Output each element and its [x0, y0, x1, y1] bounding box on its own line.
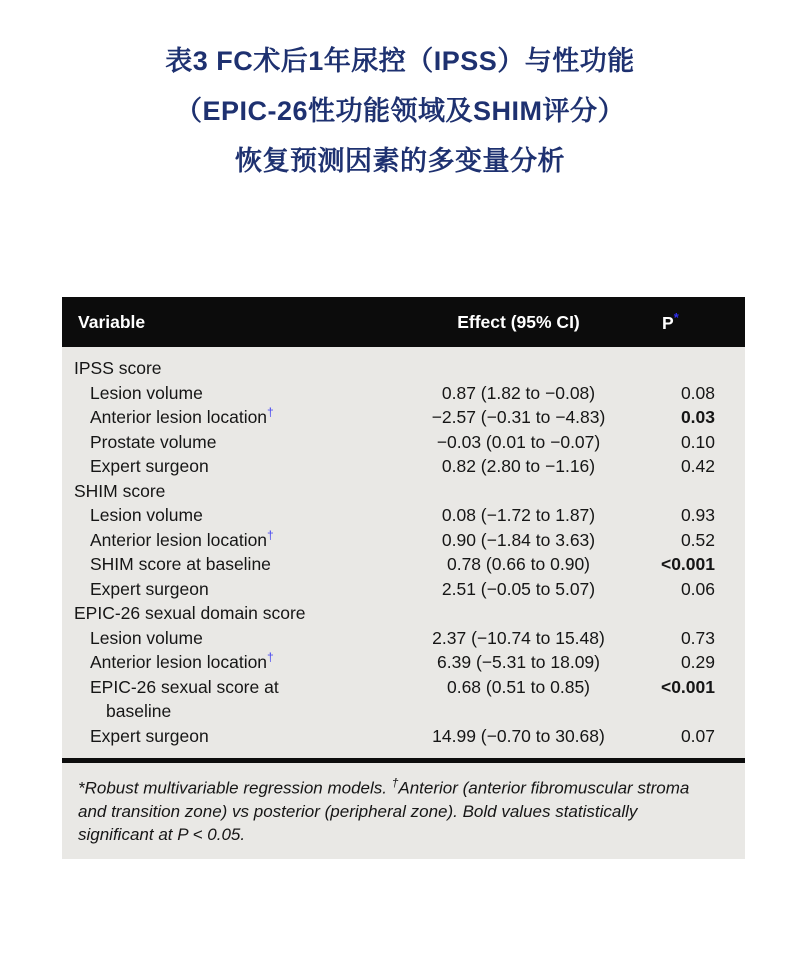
p-asterisk-marker: *: [673, 310, 679, 326]
row-variable: SHIM score at baseline: [90, 554, 271, 574]
footnote-part1: *Robust multivariable regression models.: [78, 778, 392, 798]
row-p-value: 0.73: [680, 627, 715, 648]
column-header-p: [637, 310, 745, 334]
table-row: [62, 552, 745, 577]
row-effect: −0.03 (0.01 to −0.07): [436, 431, 601, 452]
row-variable: Expert surgeon: [90, 578, 209, 599]
table-row: [62, 675, 745, 724]
row-variable: Lesion volume: [90, 505, 203, 525]
row-p-value: 0.07: [680, 725, 715, 746]
row-p-value: <0.001: [660, 554, 715, 574]
table-row: [62, 626, 745, 651]
row-variable: [62, 675, 400, 724]
table-footnote: [62, 758, 745, 859]
table-row: [62, 650, 745, 675]
results-table: [62, 297, 745, 859]
section-header-ipss: IPSS score: [74, 358, 162, 378]
row-effect: 2.37 (−10.74 to 15.48): [432, 627, 605, 648]
table-body: [62, 347, 745, 758]
row-p-value: 0.06: [680, 578, 715, 599]
table-row: [62, 503, 745, 528]
row-p-value: 0.03: [680, 407, 715, 427]
column-header-effect: Effect (95% CI): [457, 311, 580, 332]
row-p-value: 0.93: [680, 505, 715, 525]
title-line-2: （EPIC-26性功能领域及SHIM评分）: [174, 96, 626, 126]
row-effect: 14.99 (−0.70 to 30.68): [432, 725, 605, 746]
row-effect: 0.78 (0.66 to 0.90): [446, 554, 591, 574]
row-variable: Prostate volume: [90, 431, 217, 452]
table-header-row: [62, 297, 745, 347]
title-line-1: 表3 FC术后1年尿控（IPSS）与性功能: [165, 46, 635, 76]
row-effect: 0.90 (−1.84 to 3.63): [441, 529, 596, 550]
dagger-marker: †: [267, 405, 274, 420]
row-effect: −2.57 (−0.31 to −4.83): [431, 407, 606, 427]
table-row: [62, 405, 745, 430]
row-effect: 0.68 (0.51 to 0.85): [446, 676, 591, 697]
table-row: [62, 430, 745, 455]
row-variable: Lesion volume: [90, 382, 203, 403]
row-p-value: 0.42: [680, 456, 715, 476]
row-variable: Expert surgeon: [90, 725, 209, 746]
article-title: [0, 0, 800, 175]
section-header-epic26: EPIC-26 sexual domain score: [74, 603, 306, 623]
table-row: [62, 724, 745, 749]
row-p-value: 0.29: [680, 652, 715, 672]
p-label: P: [662, 312, 674, 333]
row-effect: 0.82 (2.80 to −1.16): [441, 456, 596, 476]
title-line-3: 恢复预测因素的多变量分析: [235, 146, 565, 176]
column-header-variable: Variable: [78, 311, 146, 332]
row-variable-line1: EPIC-26 sexual score at: [90, 676, 279, 697]
row-variable: Anterior lesion location†: [90, 650, 274, 672]
row-variable: Expert surgeon: [90, 456, 209, 476]
row-p-value: <0.001: [660, 676, 715, 697]
row-effect: 2.51 (−0.05 to 5.07): [441, 578, 596, 599]
dagger-marker: †: [267, 650, 274, 665]
footnote-dagger-marker: †: [391, 776, 399, 790]
table-row: [62, 528, 745, 553]
table-row: [62, 381, 745, 406]
row-effect: 6.39 (−5.31 to 18.09): [437, 652, 600, 672]
row-variable-line2: baseline: [106, 701, 172, 721]
row-variable: Anterior lesion location†: [90, 405, 274, 427]
row-p-value: 0.52: [680, 529, 715, 550]
footnote-part2: Anterior (anterior fibromuscular stroma and transition zone) vs posterior (peripheral zone). Bold values statistically significant at P < 0.05.: [78, 778, 690, 844]
row-p-value: 0.08: [680, 382, 715, 403]
row-variable: Lesion volume: [90, 627, 203, 648]
row-variable: Anterior lesion location†: [90, 527, 274, 550]
dagger-marker: †: [267, 527, 274, 542]
row-effect: 0.08 (−1.72 to 1.87): [441, 505, 596, 525]
table-row: [62, 454, 745, 479]
row-p-value: 0.10: [680, 431, 715, 452]
table-row: [62, 577, 745, 602]
section-header-shim: SHIM score: [74, 480, 166, 501]
row-effect: 0.87 (1.82 to −0.08): [441, 382, 596, 403]
